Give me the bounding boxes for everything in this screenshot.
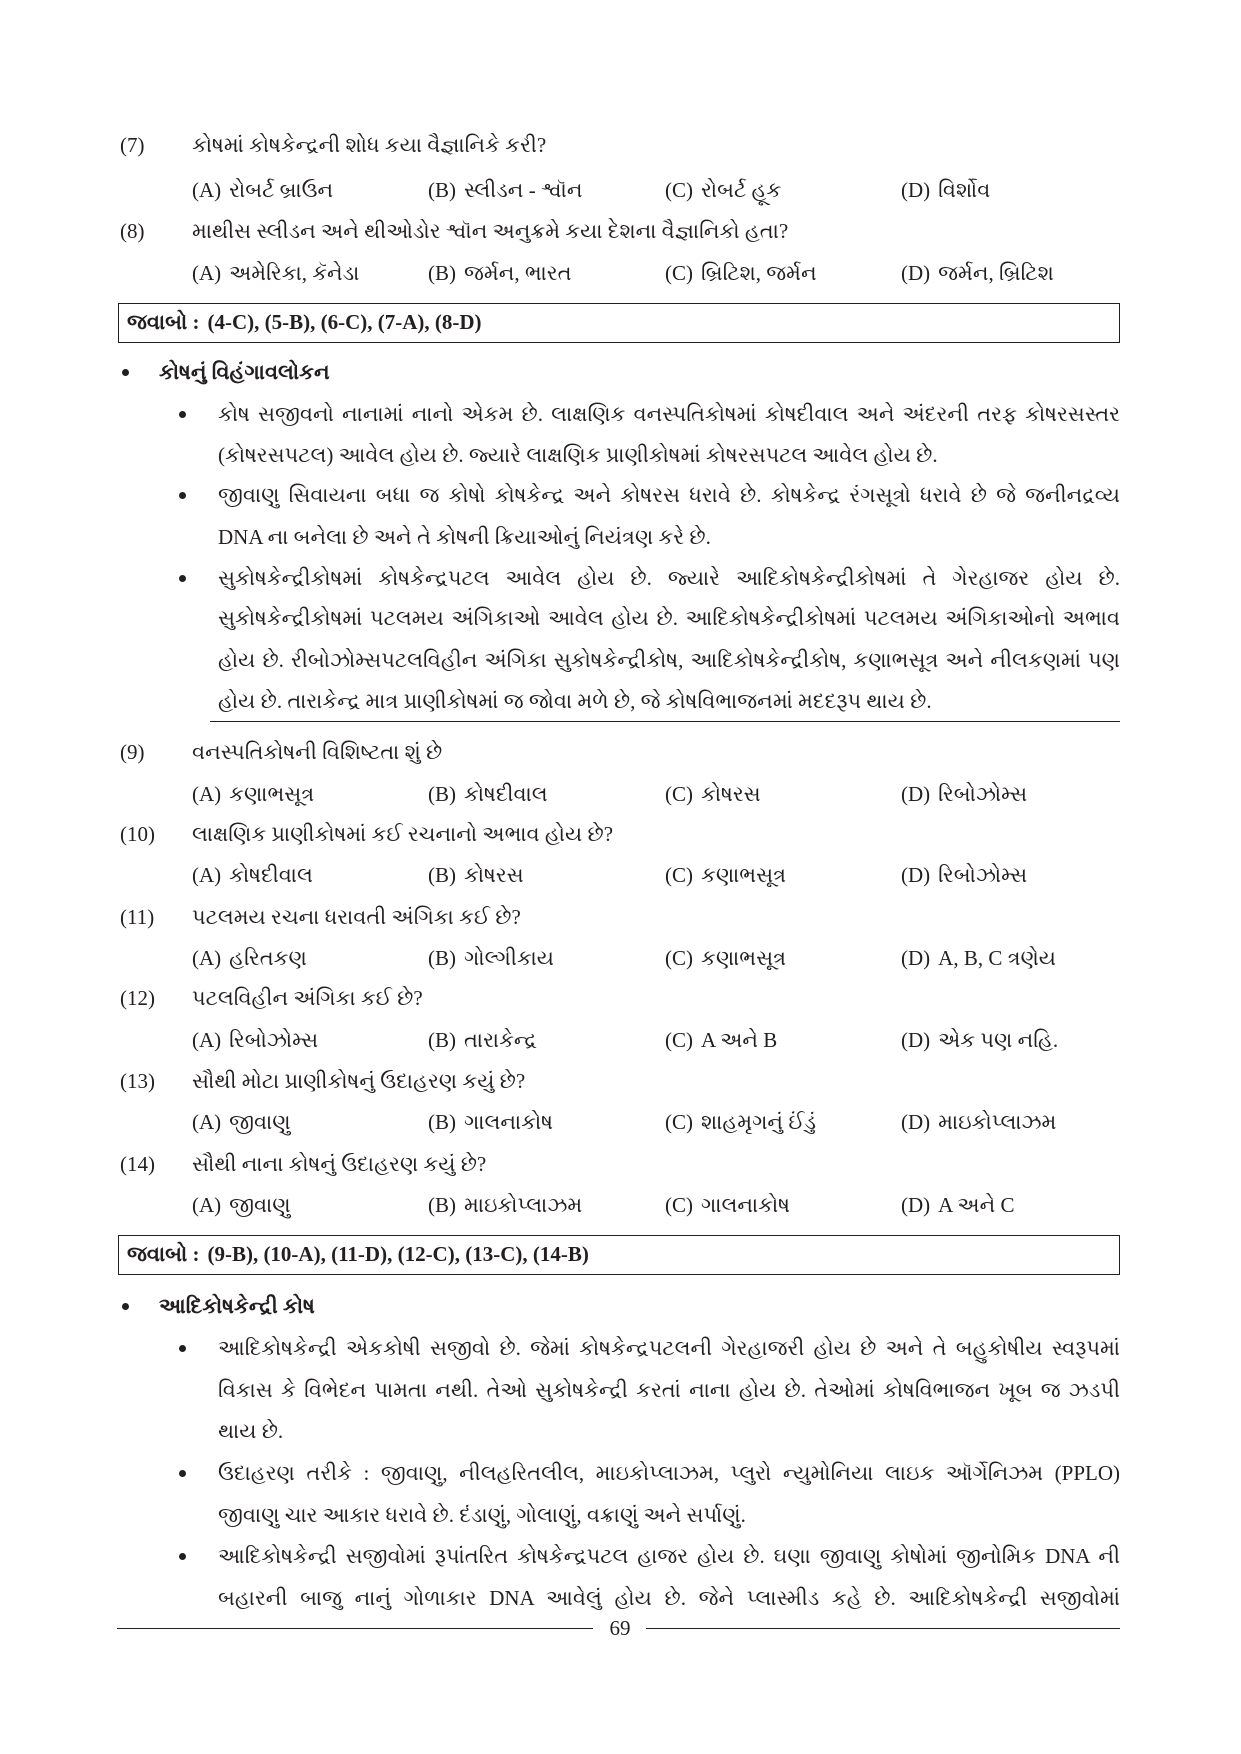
option-text: બ્રિટિશ, જર્મન (701, 261, 817, 285)
options-row (192, 1102, 1120, 1142)
option-text: રિબોઝોમ્સ (229, 1028, 319, 1052)
bullet-icon (179, 1345, 186, 1352)
paragraph-line: હોય છે. તારાકેન્દ્ર માત્ર પ્રાણીકોષમાં જ જોવા મળે છે, જે કોષવિભાજનમાં મદદરૂપ થાય છે. (218, 689, 932, 713)
option-a (192, 253, 417, 293)
option-label: (A) (192, 1028, 222, 1052)
question-number: (7) (120, 133, 145, 157)
option-label: (C) (665, 863, 693, 887)
option-label: (C) (665, 261, 693, 285)
options-row (192, 1020, 1120, 1060)
question-number: (10) (120, 822, 155, 846)
option-text: કણાભસૂત્ર (701, 946, 787, 970)
option-label: (B) (428, 946, 456, 970)
options-row (192, 938, 1120, 978)
option-label: (D) (901, 863, 931, 887)
paragraph-line: સુકોષકેન્દ્રીકોષમાં પટલમય અંગિકાઓ આવેલ હોય છે. આદિકોષકેન્દ્રીકોષમાં પટલમય અંગિકાઓનો અભાવ (218, 606, 1120, 630)
option-a (192, 938, 417, 978)
answer-key-value: (4-C), (5-B), (6-C), (7-A), (8-D) (207, 310, 482, 334)
question-text: પટલમય રચના ધરાવતી અંગિકા કઈ છે? (192, 905, 521, 929)
section-heading: આદિકોષકેન્દ્રી કોષ (159, 1294, 315, 1318)
option-text: રિબોઝોમ્સ (938, 863, 1028, 887)
option-text: જર્મન, ભારત (464, 261, 572, 285)
option-d (901, 170, 1120, 210)
option-label: (A) (192, 946, 222, 970)
answer-key-label: જવાબો : (127, 310, 200, 334)
option-d (901, 1020, 1120, 1060)
paragraph-line: (કોષરસપટલ) આવેલ હોય છે. જ્યારે લાક્ષણિક પ્રાણીકોષમાં કોષરસપટલ આવેલ હોય છે. (218, 443, 938, 467)
option-b (428, 855, 653, 895)
answer-key-box (118, 303, 1120, 343)
paragraph-line: સુકોષકેન્દ્રીકોષમાં કોષકેન્દ્રપટલ આવેલ હોય છે. જ્યારે આદિકોષકેન્દ્રીકોષમાં તે ગેરહાજર હોય છે. (218, 566, 1120, 590)
option-a (192, 1102, 417, 1142)
question-text: સૌથી નાના કોષનું ઉદાહરણ કયું છે? (192, 1152, 487, 1176)
paragraph-line: વિકાસ કે વિભેદન પામતા નથી. તેઓ સુકોષકેન્દ્રી કરતાં નાના હોય છે. તેઓમાં કોષવિભાજન ખૂબ જ ઝડપી (218, 1378, 1120, 1402)
option-label: (B) (428, 863, 456, 887)
option-text: ગાલનાકોષ (464, 1110, 553, 1134)
option-label: (B) (428, 1193, 456, 1217)
option-a (192, 855, 417, 895)
bullet-icon (122, 1303, 129, 1310)
option-a (192, 170, 417, 210)
question-number: (11) (120, 905, 155, 929)
option-text: ગાલનાકોષ (701, 1193, 790, 1217)
option-text: હરિતકણ (229, 946, 307, 970)
option-b (428, 1185, 653, 1225)
option-text: જર્મન, બ્રિટિશ (938, 261, 1054, 285)
option-text: કણાભસૂત્ર (229, 782, 315, 806)
option-d (901, 1185, 1120, 1225)
question-number: (12) (120, 986, 155, 1010)
option-a (192, 1020, 417, 1060)
option-text: તારાકેન્દ્ર (464, 1028, 537, 1052)
option-c (665, 855, 890, 895)
option-d (901, 938, 1120, 978)
option-c (665, 1020, 890, 1060)
option-label: (A) (192, 1110, 222, 1134)
option-label: (D) (901, 1193, 931, 1217)
question-text: કોષમાં કોષકેન્દ્રની શોધ કયા વૈજ્ઞાનિકે કરી? (192, 133, 547, 157)
paragraph-line: જીવાણુ ચાર આકાર ધરાવે છે. દંડાણું, ગોલાણું, વક્રાણું અને સર્પાણું. (218, 1503, 746, 1527)
section-heading: કોષનું વિહંગાવલોકન (159, 360, 330, 384)
bullet-icon (122, 369, 129, 376)
paragraph-line: જીવાણુ સિવાયના બધા જ કોષો કોષકેન્દ્ર અને કોષરસ ધરાવે છે. કોષકેન્દ્ર રંગસૂત્રો ધરાવે છે જે જનીનદ્રવ્ય (218, 483, 1120, 507)
option-text: વિર્શોવ (938, 178, 991, 202)
option-a (192, 1185, 417, 1225)
option-label: (D) (901, 261, 931, 285)
paragraph-line: ઉદાહરણ તરીકે : જીવાણુ, નીલહરિતલીલ, માઇકોપ્લાઝમ, પ્લુરો ન્યુમોનિયા લાઇક ઑર્ગેનિઝમ (PPLO) (218, 1461, 1120, 1485)
option-text: સ્લીડન - શ્વૉન (464, 178, 583, 202)
option-label: (D) (901, 178, 931, 202)
option-label: (C) (665, 1110, 693, 1134)
option-d (901, 774, 1120, 814)
paragraph-line: થાય છે. (218, 1419, 284, 1443)
option-text: જીવાણુ (229, 1193, 291, 1217)
option-text: A અને B (701, 1028, 778, 1052)
option-label: (C) (665, 946, 693, 970)
bullet-icon (179, 411, 186, 418)
question-number: (13) (120, 1069, 155, 1093)
question-text: વનસ્પતિકોષની વિશિષ્ટતા શું છે (192, 740, 443, 764)
option-text: અમેરિકા, કૅનેડા (229, 261, 360, 285)
option-label: (A) (192, 1193, 222, 1217)
bullet-icon (179, 1470, 186, 1477)
question-text: માથીસ સ્લીડન અને થીઓડોર શ્વૉન અનુક્રમે કયા દેશના વૈજ્ઞાનિકો હતા? (192, 219, 789, 243)
option-label: (A) (192, 261, 222, 285)
footer-rule-left (117, 1628, 593, 1629)
options-row (192, 170, 1120, 210)
paragraph-line: આદિકોષકેન્દ્રી સજીવોમાં રૂપાંતરિત કોષકેન્દ્રપટલ હાજર હોય છે. ઘણા જીવાણુ કોષોમાં જીનોમિક DNA ની (218, 1544, 1120, 1568)
option-label: (B) (428, 782, 456, 806)
option-a (192, 774, 417, 814)
option-text: શાહમૃગનું ઈંડું (701, 1110, 817, 1134)
question-number: (8) (120, 219, 145, 243)
options-row (192, 1185, 1120, 1225)
option-b (428, 253, 653, 293)
option-c (665, 1185, 890, 1225)
question-text: સૌથી મોટા પ્રાણીકોષનું ઉદાહરણ કયું છે? (192, 1069, 526, 1093)
option-text: એક પણ નહિ. (938, 1028, 1059, 1052)
option-label: (D) (901, 782, 931, 806)
option-text: માઇકોપ્લાઝમ (464, 1193, 583, 1217)
question-text: લાક્ષણિક પ્રાણીકોષમાં કઈ રચનાનો અભાવ હોય છે? (192, 822, 614, 846)
option-c (665, 170, 890, 210)
option-b (428, 774, 653, 814)
options-row (192, 855, 1120, 895)
option-text: કોષરસ (464, 863, 524, 887)
footer-rule-right (646, 1628, 1120, 1629)
option-text: રોબર્ટ બ્રાઉન (229, 178, 334, 202)
option-text: જીવાણુ (229, 1110, 291, 1134)
option-label: (A) (192, 178, 222, 202)
option-text: ગોલ્ગીકાય (464, 946, 555, 970)
option-label: (B) (428, 261, 456, 285)
option-label: (D) (901, 1110, 931, 1134)
option-text: A અને C (938, 1193, 1015, 1217)
option-text: કોષદીવાલ (229, 863, 313, 887)
paragraph-line: DNA ના બનેલા છે અને તે કોષની ક્રિયાઓનું નિયંત્રણ કરે છે. (218, 525, 711, 549)
question-text: પટલવિહીન અંગિકા કઈ છે? (192, 986, 423, 1010)
option-label: (D) (901, 946, 931, 970)
option-label: (C) (665, 782, 693, 806)
paragraph-line: હોય છે. રીબોઝોમ્સપટલવિહીન અંગિકા સુકોષકેન્દ્રીકોષ, આદિકોષકેન્દ્રીકોષ, કણાભસૂત્ર અને નીલકણમાં પણ (218, 648, 1120, 672)
option-b (428, 170, 653, 210)
option-label: (D) (901, 1028, 931, 1052)
option-label: (C) (665, 1028, 693, 1052)
option-d (901, 253, 1120, 293)
option-c (665, 774, 890, 814)
option-label: (A) (192, 863, 222, 887)
option-text: રોબર્ટ હૂક (701, 178, 782, 202)
paragraph-line: બહારની બાજુ નાનું ગોળાકાર DNA આવેલું હોય છે. જેને પ્લાસ્મીડ કહે છે. આદિકોષકેન્દ્રી સજીવોમાં (218, 1586, 1120, 1610)
bullet-icon (179, 575, 186, 582)
option-b (428, 1102, 653, 1142)
answer-key-label: જવાબો : (127, 1242, 200, 1266)
option-text: કોષદીવાલ (464, 782, 548, 806)
bullet-icon (179, 1553, 186, 1560)
option-text: કોષરસ (701, 782, 761, 806)
option-label: (C) (665, 1193, 693, 1217)
option-d (901, 855, 1120, 895)
paragraph-line: આદિકોષકેન્દ્રી એકકોષી સજીવો છે. જેમાં કોષકેન્દ્રપટલની ગેરહાજરી હોય છે અને તે બહુકોષીય સ્વરૂપમાં (218, 1336, 1120, 1360)
options-row (192, 774, 1120, 814)
bullet-icon (179, 492, 186, 499)
page-number: 69 (609, 1616, 631, 1640)
option-text: કણાભસૂત્ર (701, 863, 787, 887)
paragraph-line: કોષ સજીવનો નાનામાં નાનો એકમ છે. લાક્ષણિક વનસ્પતિકોષમાં કોષદીવાલ અને અંદરની તરફ કોષરસસ્તર (218, 402, 1120, 426)
options-row (192, 253, 1120, 293)
option-b (428, 1020, 653, 1060)
option-d (901, 1102, 1120, 1142)
option-label: (C) (665, 178, 693, 202)
option-label: (B) (428, 1028, 456, 1052)
answer-key-value: (9-B), (10-A), (11-D), (12-C), (13-C), (14-B) (207, 1242, 589, 1266)
option-label: (B) (428, 1110, 456, 1134)
option-text: A, B, C ત્રણેય (938, 946, 1057, 970)
question-number: (14) (120, 1152, 155, 1176)
answer-key-box (118, 1235, 1120, 1275)
question-number: (9) (120, 740, 145, 764)
option-label: (A) (192, 782, 222, 806)
option-b (428, 938, 653, 978)
section-divider (210, 721, 1120, 722)
option-text: માઇકોપ્લાઝમ (938, 1110, 1057, 1134)
option-label: (B) (428, 178, 456, 202)
option-text: રિબોઝોમ્સ (938, 782, 1028, 806)
option-c (665, 253, 890, 293)
option-c (665, 938, 890, 978)
option-c (665, 1102, 890, 1142)
